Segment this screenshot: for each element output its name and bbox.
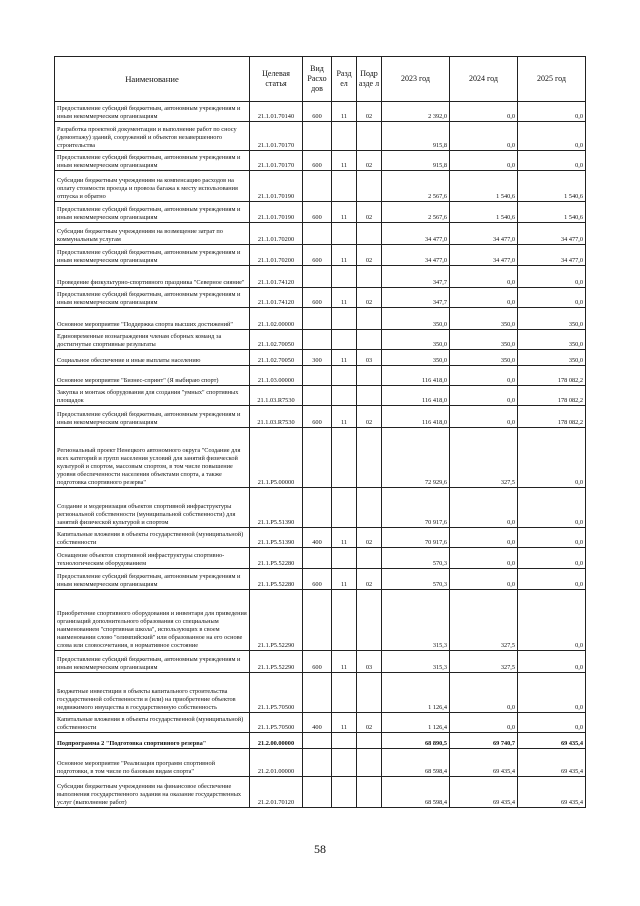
row-value-2024: 0,0 (450, 151, 518, 171)
row-value-2023: 1 126,4 (382, 673, 450, 713)
table-row (55, 428, 586, 488)
row-value-2024: 0,0 (450, 366, 518, 386)
row-value-2023: 68 890,5 (382, 733, 450, 749)
row-name: Закупка и монтаж оборудования для создания "умных" спортивных площадок (55, 386, 250, 406)
row-target-article: 21.1.P5.52280 (250, 548, 303, 569)
table-row (55, 102, 586, 122)
row-section: 11 (332, 350, 357, 366)
row-name: Бюджетные инвестиции в объекты капитального строительства государственной собственности и (или) на приобретение объектов недвижимого имущества в государственную собственность (55, 673, 250, 713)
table-row (55, 151, 586, 171)
row-section: 11 (332, 245, 357, 266)
row-value-2025: 0,0 (518, 428, 586, 488)
header-year-2024: 2024 год (450, 57, 518, 102)
row-value-2023: 116 418,0 (382, 386, 450, 406)
table-row (55, 386, 586, 406)
row-value-2025: 0,0 (518, 102, 586, 122)
row-value-2023: 350,0 (382, 308, 450, 330)
row-expense-type (303, 366, 332, 386)
table-row (55, 122, 586, 151)
row-value-2025: 0,0 (518, 288, 586, 308)
budget-table (54, 56, 586, 808)
row-target-article: 21.1.01.70170 (250, 151, 303, 171)
row-section (332, 590, 357, 651)
row-value-2024: 0,0 (450, 122, 518, 151)
row-subsection (357, 548, 382, 569)
row-section: 11 (332, 288, 357, 308)
row-target-article: 21.1.01.70170 (250, 122, 303, 151)
table-row (55, 569, 586, 590)
row-target-article: 21.1.P5.52290 (250, 651, 303, 673)
row-value-2023: 315,3 (382, 590, 450, 651)
row-name: Социальное обеспечение и иные выплаты населению (55, 350, 250, 366)
table-row (55, 223, 586, 245)
table-row (55, 202, 586, 223)
row-subsection: 02 (357, 151, 382, 171)
row-name: Создание и модернизация объектов спортивной инфраструктуры региональной собственности (муниципальной собственности) для занятий физической культурой и спортом (55, 488, 250, 528)
row-value-2024: 350,0 (450, 330, 518, 350)
row-value-2025: 69 435,4 (518, 749, 586, 777)
row-value-2024: 69 740,7 (450, 733, 518, 749)
row-subsection (357, 171, 382, 202)
row-subsection (357, 777, 382, 808)
row-value-2025: 178 082,2 (518, 386, 586, 406)
row-target-article: 21.1.03.R7530 (250, 386, 303, 406)
row-value-2025: 0,0 (518, 266, 586, 288)
row-section: 11 (332, 651, 357, 673)
row-expense-type (303, 386, 332, 406)
row-name: Капитальные вложения в объекты государственной (муниципальной) собственности (55, 713, 250, 733)
row-subsection (357, 590, 382, 651)
row-value-2024: 350,0 (450, 308, 518, 330)
row-value-2023: 72 929,6 (382, 428, 450, 488)
row-value-2023: 68 598,4 (382, 749, 450, 777)
row-value-2024: 1 540,6 (450, 202, 518, 223)
row-value-2025: 34 477,0 (518, 223, 586, 245)
row-section (332, 266, 357, 288)
row-section (332, 223, 357, 245)
row-expense-type (303, 777, 332, 808)
row-value-2023: 34 477,0 (382, 223, 450, 245)
row-subsection: 02 (357, 245, 382, 266)
row-value-2023: 2 567,6 (382, 171, 450, 202)
header-expense-type: Вид Расхо дов (303, 57, 332, 102)
table-row (55, 733, 586, 749)
row-name: Основное мероприятие "Реализация программ спортивной подготовки, в том числе по базовым видам спорта" (55, 749, 250, 777)
row-expense-type (303, 330, 332, 350)
row-subsection (357, 266, 382, 288)
row-value-2024: 1 540,6 (450, 171, 518, 202)
row-value-2025: 0,0 (518, 590, 586, 651)
row-expense-type: 400 (303, 528, 332, 548)
row-value-2024: 0,0 (450, 288, 518, 308)
row-value-2024: 350,0 (450, 350, 518, 366)
row-value-2024: 0,0 (450, 406, 518, 428)
row-value-2024: 69 435,4 (450, 749, 518, 777)
row-expense-type: 600 (303, 406, 332, 428)
row-subsection (357, 386, 382, 406)
row-value-2023: 116 418,0 (382, 406, 450, 428)
row-name: Предоставление субсидий бюджетным, автономным учреждениям и иным некоммерческим организациям (55, 245, 250, 266)
table-row (55, 366, 586, 386)
row-value-2023: 570,3 (382, 548, 450, 569)
row-target-article: 21.1.03.R7530 (250, 406, 303, 428)
header-year-2023: 2023 год (382, 57, 450, 102)
table-row (55, 749, 586, 777)
row-value-2024: 34 477,0 (450, 223, 518, 245)
row-subsection: 02 (357, 288, 382, 308)
row-value-2024: 327,5 (450, 651, 518, 673)
row-value-2025: 350,0 (518, 308, 586, 330)
row-section: 11 (332, 569, 357, 590)
row-name: Приобретение спортивного оборудования и инвентаря для приведения организаций дополнительного образования со специальным наименованием "спортивная школа", использующих в своем наименовании слово "олимпийский" или образованное на его основе слова или словосочетания, в нормативное состояние (55, 590, 250, 651)
row-subsection (357, 428, 382, 488)
row-value-2025: 350,0 (518, 350, 586, 366)
row-value-2025: 1 540,6 (518, 171, 586, 202)
row-expense-type (303, 673, 332, 713)
row-name: Оснащение объектов спортивной инфраструктуры спортивно-технологическим оборудованием (55, 548, 250, 569)
row-value-2023: 34 477,0 (382, 245, 450, 266)
row-value-2023: 1 126,4 (382, 713, 450, 733)
table-row (55, 713, 586, 733)
row-target-article: 21.1.P5.52280 (250, 569, 303, 590)
row-target-article: 21.1.02.70050 (250, 330, 303, 350)
row-value-2024: 69 435,4 (450, 777, 518, 808)
row-expense-type: 600 (303, 102, 332, 122)
row-value-2025: 0,0 (518, 713, 586, 733)
row-subsection: 02 (357, 528, 382, 548)
header-subsection: Подр азде л (357, 57, 382, 102)
row-section (332, 488, 357, 528)
row-subsection (357, 488, 382, 528)
row-value-2025: 69 435,4 (518, 733, 586, 749)
row-section (332, 122, 357, 151)
row-value-2023: 350,0 (382, 350, 450, 366)
row-subsection: 02 (357, 713, 382, 733)
row-value-2024: 0,0 (450, 102, 518, 122)
table-row (55, 308, 586, 330)
row-subsection: 02 (357, 406, 382, 428)
row-value-2024: 0,0 (450, 528, 518, 548)
table-row (55, 330, 586, 350)
header-name: Наименование (55, 57, 250, 102)
row-expense-type: 600 (303, 151, 332, 171)
row-value-2023: 2 567,6 (382, 202, 450, 223)
table-row (55, 245, 586, 266)
row-section (332, 386, 357, 406)
table-row (55, 350, 586, 366)
row-target-article: 21.2.01.70120 (250, 777, 303, 808)
row-expense-type: 600 (303, 651, 332, 673)
row-subsection: 03 (357, 651, 382, 673)
row-value-2025: 34 477,0 (518, 245, 586, 266)
row-expense-type: 600 (303, 202, 332, 223)
row-subsection (357, 366, 382, 386)
row-expense-type (303, 548, 332, 569)
row-expense-type: 600 (303, 245, 332, 266)
row-target-article: 21.1.P5.70500 (250, 713, 303, 733)
row-target-article: 21.1.P5.51390 (250, 528, 303, 548)
table-row (55, 288, 586, 308)
row-value-2024: 0,0 (450, 713, 518, 733)
row-name: Предоставление субсидий бюджетным, автономным учреждениям и иным некоммерческим организациям (55, 202, 250, 223)
row-target-article: 21.1.01.74120 (250, 266, 303, 288)
row-value-2023: 315,3 (382, 651, 450, 673)
header-target-article: Целевая статья (250, 57, 303, 102)
row-section (332, 428, 357, 488)
row-name: Субсидии бюджетным учреждениям на финансовое обеспечение выполнения государственного задания на оказание государственных услуг (выполнение работ) (55, 777, 250, 808)
row-target-article: 21.1.01.70190 (250, 202, 303, 223)
header-year-2025: 2025 год (518, 57, 586, 102)
row-value-2025: 350,0 (518, 330, 586, 350)
row-expense-type (303, 590, 332, 651)
row-target-article: 21.1.P5.52290 (250, 590, 303, 651)
row-name: Разработка проектной документации и выполнение работ по сносу (демонтажу) зданий, сооружений и объектов незавершенного строительства (55, 122, 250, 151)
row-section (332, 171, 357, 202)
row-target-article: 21.1.01.70190 (250, 171, 303, 202)
row-section (332, 548, 357, 569)
row-name: Единовременные вознаграждения членам сборных команд за достигнутые спортивные результаты (55, 330, 250, 350)
row-section (332, 777, 357, 808)
row-name: Основное мероприятие "Поддержка спорта высших достижений" (55, 308, 250, 330)
table-body (55, 102, 586, 808)
row-subsection (357, 330, 382, 350)
row-value-2025: 178 082,2 (518, 406, 586, 428)
row-target-article: 21.1.02.70050 (250, 350, 303, 366)
row-name: Предоставление субсидий бюджетным, автономным учреждениям и иным некоммерческим организациям (55, 569, 250, 590)
row-value-2025: 0,0 (518, 651, 586, 673)
row-section: 11 (332, 406, 357, 428)
row-name: Региональный проект Ненецкого автономного округа "Создание для всех категорий и групп населения условий для занятий физической культурой и спортом, массовым спортом, в том числе повышение уровня обеспеченности населения объектами спорта, а также подготовка спортивного резерва" (55, 428, 250, 488)
row-name: Субсидии бюджетным учреждениям на компенсацию расходов на оплату стоимости проезда и провоза багажа к месту использования отпуска и обратно (55, 171, 250, 202)
row-expense-type (303, 749, 332, 777)
row-subsection: 02 (357, 102, 382, 122)
table-row (55, 266, 586, 288)
table-row (55, 171, 586, 202)
row-value-2025: 0,0 (518, 569, 586, 590)
row-target-article: 21.1.01.70140 (250, 102, 303, 122)
row-section (332, 673, 357, 713)
row-value-2023: 70 917,6 (382, 488, 450, 528)
row-value-2023: 570,3 (382, 569, 450, 590)
row-target-article: 21.1.03.00000 (250, 366, 303, 386)
row-value-2024: 0,0 (450, 569, 518, 590)
row-section (332, 749, 357, 777)
row-value-2024: 0,0 (450, 488, 518, 528)
row-value-2023: 347,7 (382, 288, 450, 308)
row-section (332, 366, 357, 386)
row-expense-type (303, 308, 332, 330)
row-value-2024: 0,0 (450, 673, 518, 713)
row-value-2023: 915,8 (382, 122, 450, 151)
row-value-2025: 0,0 (518, 528, 586, 548)
row-value-2024: 327,5 (450, 590, 518, 651)
table-row (55, 406, 586, 428)
table-row (55, 488, 586, 528)
row-subsection (357, 122, 382, 151)
row-expense-type: 300 (303, 350, 332, 366)
row-section: 11 (332, 102, 357, 122)
row-section: 11 (332, 713, 357, 733)
row-subsection (357, 308, 382, 330)
page-number: 58 (314, 842, 326, 856)
table-row (55, 590, 586, 651)
row-value-2023: 915,8 (382, 151, 450, 171)
row-value-2025: 0,0 (518, 548, 586, 569)
row-subsection: 02 (357, 569, 382, 590)
row-name: Предоставление субсидий бюджетным, автономным учреждениям и иным некоммерческим организациям (55, 651, 250, 673)
row-value-2024: 327,5 (450, 428, 518, 488)
row-section (332, 330, 357, 350)
row-section (332, 733, 357, 749)
row-name: Предоставление субсидий бюджетным, автономным учреждениям и иным некоммерческим организациям (55, 288, 250, 308)
row-expense-type (303, 122, 332, 151)
row-value-2025: 0,0 (518, 488, 586, 528)
row-target-article: 21.2.00.00000 (250, 733, 303, 749)
row-name: Подпрограмма 2 "Подготовка спортивного резерва" (55, 733, 250, 749)
table-row (55, 548, 586, 569)
row-name: Предоставление субсидий бюджетным, автономным учреждениям и иным некоммерческим организациям (55, 151, 250, 171)
row-target-article: 21.1.P5.51390 (250, 488, 303, 528)
row-expense-type (303, 171, 332, 202)
header-section: Разд ел (332, 57, 357, 102)
row-name: Предоставление субсидий бюджетным, автономным учреждениям и иным некоммерческим организациям (55, 102, 250, 122)
row-expense-type (303, 488, 332, 528)
row-expense-type (303, 223, 332, 245)
row-value-2023: 68 598,4 (382, 777, 450, 808)
row-value-2023: 347,7 (382, 266, 450, 288)
row-target-article: 21.1.02.00000 (250, 308, 303, 330)
row-target-article: 21.1.01.70200 (250, 245, 303, 266)
row-name: Субсидии бюджетным учреждениям на возмещение затрат по коммунальным услугам (55, 223, 250, 245)
row-value-2023: 350,0 (382, 330, 450, 350)
row-target-article: 21.1.P5.70500 (250, 673, 303, 713)
row-target-article: 21.1.01.74120 (250, 288, 303, 308)
table-row (55, 673, 586, 713)
table-header-row (55, 57, 586, 102)
row-value-2025: 0,0 (518, 673, 586, 713)
row-section: 11 (332, 202, 357, 223)
row-subsection (357, 733, 382, 749)
row-value-2023: 2 392,0 (382, 102, 450, 122)
row-expense-type (303, 266, 332, 288)
row-section (332, 308, 357, 330)
row-subsection (357, 223, 382, 245)
row-name: Предоставление субсидий бюджетным, автономным учреждениям и иным некоммерческим организациям (55, 406, 250, 428)
row-target-article: 21.2.01.00000 (250, 749, 303, 777)
row-subsection: 02 (357, 202, 382, 223)
table-row (55, 777, 586, 808)
row-value-2023: 70 917,6 (382, 528, 450, 548)
row-expense-type: 400 (303, 713, 332, 733)
row-value-2025: 0,0 (518, 151, 586, 171)
row-value-2024: 0,0 (450, 548, 518, 569)
row-value-2024: 0,0 (450, 386, 518, 406)
row-expense-type: 600 (303, 569, 332, 590)
row-name: Проведение физкультурно-спортивного праздника "Северное сияние" (55, 266, 250, 288)
row-expense-type: 600 (303, 288, 332, 308)
row-section: 11 (332, 151, 357, 171)
row-value-2025: 178 082,2 (518, 366, 586, 386)
row-value-2024: 0,0 (450, 266, 518, 288)
row-value-2025: 1 540,6 (518, 202, 586, 223)
row-subsection (357, 749, 382, 777)
row-name: Капитальные вложения в объекты государственной (муниципальной) собственности (55, 528, 250, 548)
row-expense-type (303, 733, 332, 749)
row-subsection: 03 (357, 350, 382, 366)
row-expense-type (303, 428, 332, 488)
row-target-article: 21.1.01.70200 (250, 223, 303, 245)
table-row (55, 528, 586, 548)
table-row (55, 651, 586, 673)
row-value-2025: 69 435,4 (518, 777, 586, 808)
row-target-article: 21.1.P5.00000 (250, 428, 303, 488)
row-name: Основное мероприятие "Бизнес-спринт" (Я выбираю спорт) (55, 366, 250, 386)
row-value-2024: 34 477,0 (450, 245, 518, 266)
row-value-2023: 116 418,0 (382, 366, 450, 386)
row-value-2025: 0,0 (518, 122, 586, 151)
row-subsection (357, 673, 382, 713)
row-section: 11 (332, 528, 357, 548)
